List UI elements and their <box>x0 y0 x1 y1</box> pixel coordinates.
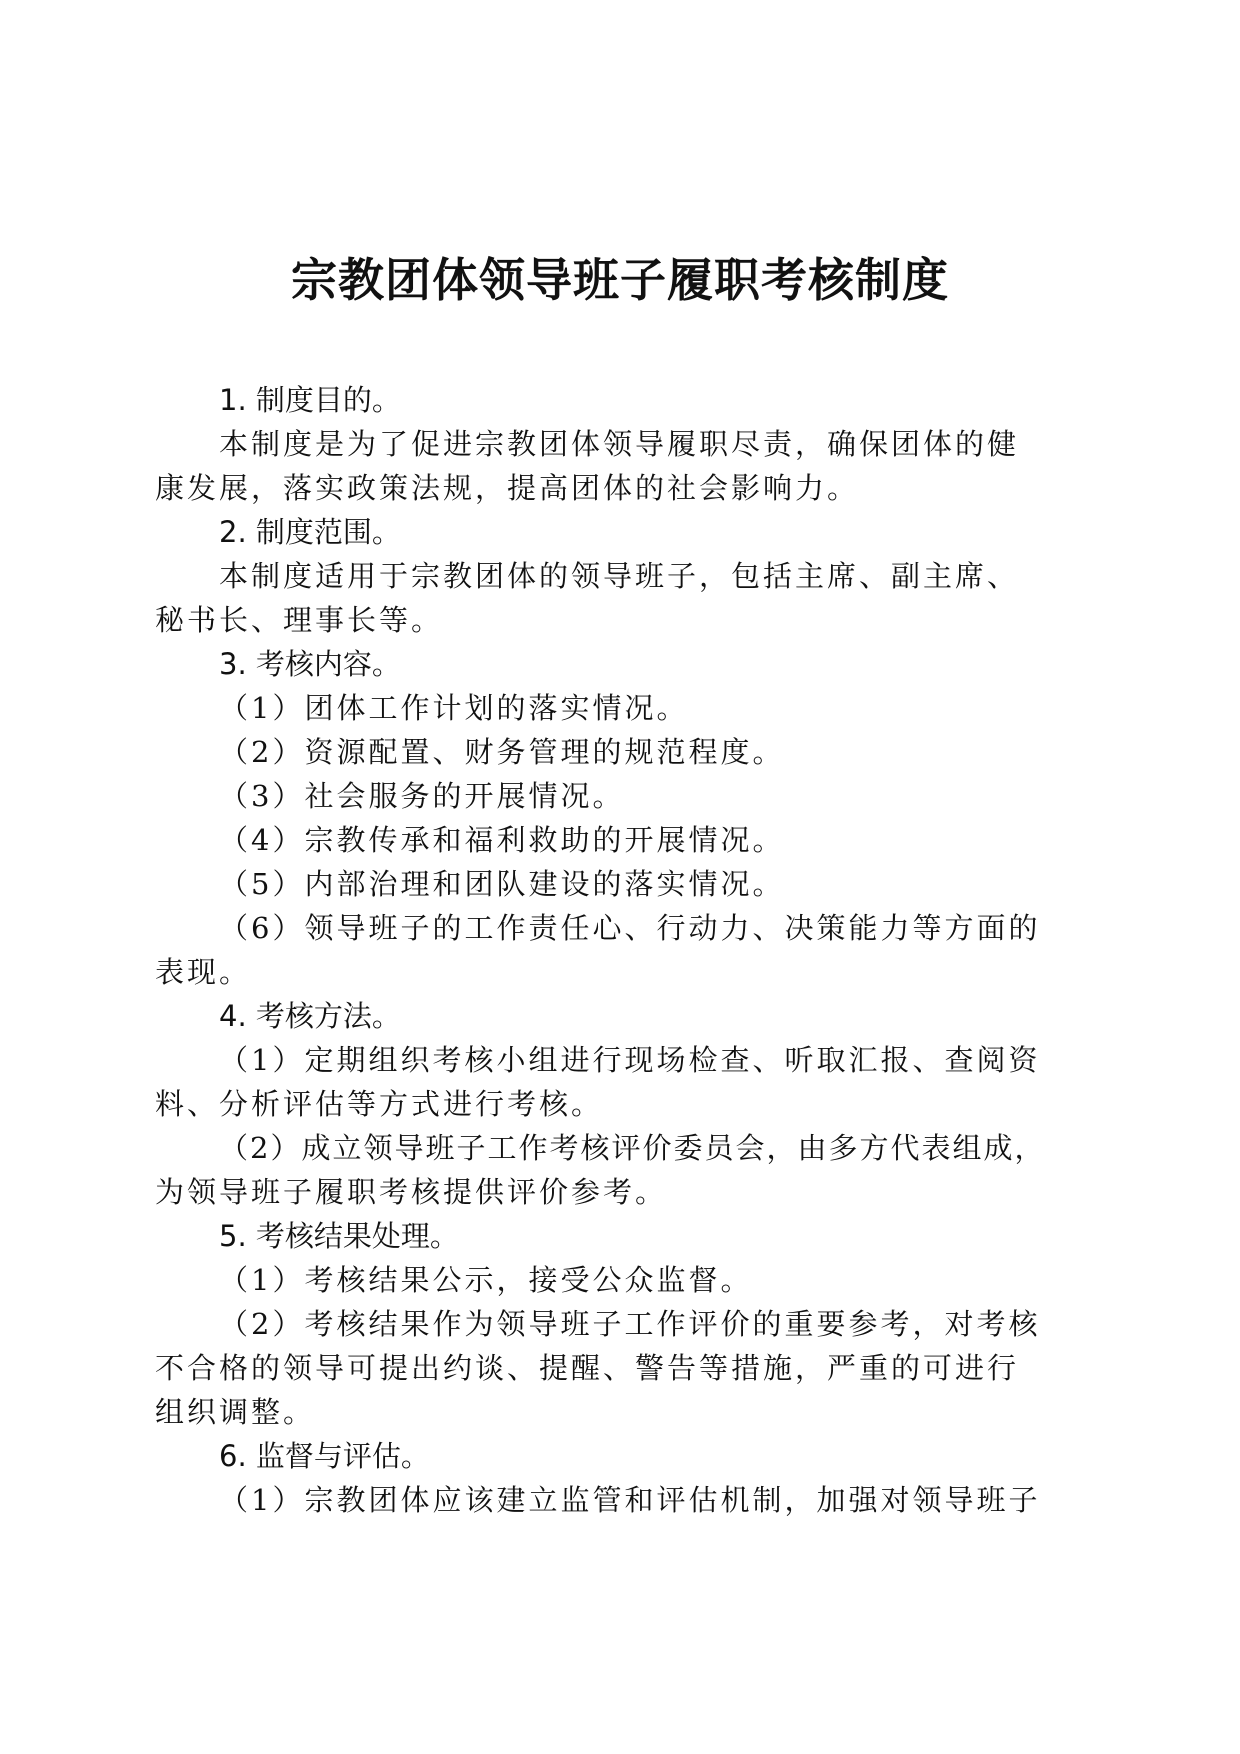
paragraph-line: 表现。 <box>155 955 252 989</box>
list-item: （1）考核结果公示，接受公众监督。 <box>219 1263 753 1297</box>
paragraph-line: （1）定期组织考核小组进行现场检查、听取汇报、查阅资 <box>219 1043 1041 1077</box>
paragraph-line: （2）成立领导班子工作考核评价委员会，由多方代表组成， <box>219 1131 1046 1165</box>
section-heading: 4. 考核方法。 <box>219 999 401 1033</box>
paragraph-line: 不合格的领导可提出约谈、提醒、警告等措施，严重的可进行 <box>155 1351 1020 1385</box>
paragraph-line: （1）宗教团体应该建立监管和评估机制，加强对领导班子 <box>219 1483 1041 1517</box>
section-heading: 3. 考核内容。 <box>219 647 401 681</box>
paragraph-line: （2）考核结果作为领导班子工作评价的重要参考，对考核 <box>219 1307 1041 1341</box>
paragraph <box>155 554 1090 642</box>
list-item <box>155 1478 1090 1522</box>
section-heading: 6. 监督与评估。 <box>219 1439 430 1473</box>
list-item: （3）社会服务的开展情况。 <box>219 779 625 813</box>
paragraph-line: 组织调整。 <box>155 1395 316 1429</box>
paragraph-line: （6）领导班子的工作责任心、行动力、决策能力等方面的 <box>219 911 1041 945</box>
paragraph <box>155 422 1090 510</box>
section-heading: 2. 制度范围。 <box>219 515 401 549</box>
paragraph-line: 为领导班子履职考核提供评价参考。 <box>155 1175 668 1209</box>
paragraph-line: 料、分析评估等方式进行考核。 <box>155 1087 604 1121</box>
paragraph-line: 康发展，落实政策法规，提高团体的社会影响力。 <box>155 471 860 505</box>
list-item: （4）宗教传承和福利救助的开展情况。 <box>219 823 785 857</box>
list-item: （5）内部治理和团队建设的落实情况。 <box>219 867 785 901</box>
paragraph-line: 秘书长、理事长等。 <box>155 603 444 637</box>
list-item <box>155 906 1090 994</box>
list-item <box>155 1038 1090 1126</box>
section-heading: 5. 考核结果处理。 <box>219 1219 459 1253</box>
list-item: （1）团体工作计划的落实情况。 <box>219 691 689 725</box>
list-item: （2）资源配置、财务管理的规范程度。 <box>219 735 785 769</box>
document-title: 宗教团体领导班子履职考核制度 <box>291 253 949 307</box>
document-body <box>155 378 1090 1522</box>
section-heading: 1. 制度目的。 <box>219 383 401 417</box>
paragraph-line: 本制度适用于宗教团体的领导班子，包括主席、副主席、 <box>219 559 1020 593</box>
paragraph-line: 本制度是为了促进宗教团体领导履职尽责，确保团体的健 <box>219 427 1020 461</box>
list-item <box>155 1126 1090 1214</box>
list-item <box>155 1302 1090 1434</box>
